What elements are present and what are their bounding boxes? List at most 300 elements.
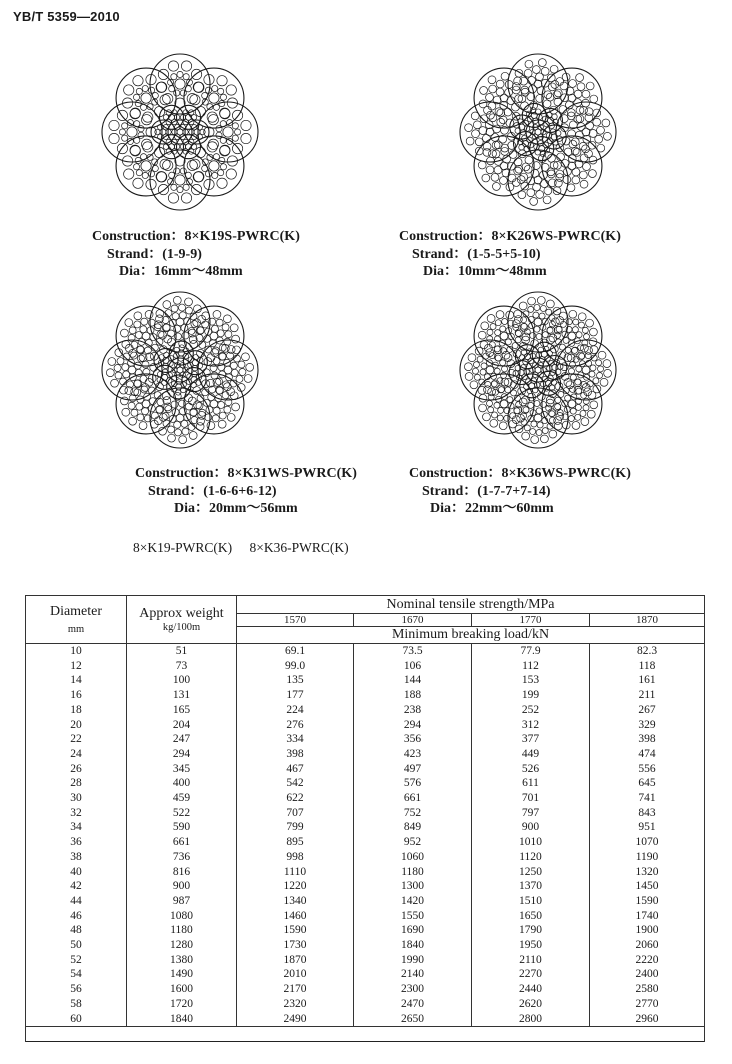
wire-circle: [151, 412, 158, 419]
rope-caption-k36ws: [409, 465, 631, 518]
wire-circle: [172, 313, 179, 320]
wire-circle: [123, 371, 130, 378]
wire-circle: [131, 409, 138, 416]
wire-circle: [488, 76, 496, 84]
wire-circle: [481, 322, 489, 330]
table-cell: 1950: [472, 938, 590, 953]
wire-circle: [220, 94, 226, 100]
wire-circle: [494, 346, 500, 352]
wire-circle: [538, 59, 546, 67]
wire-circle: [239, 369, 246, 376]
wire-circle: [216, 387, 223, 394]
table-row: [26, 938, 705, 953]
table-cell: 1900: [590, 923, 705, 938]
wire-circle: [536, 191, 544, 199]
wire-circle: [546, 300, 554, 308]
wire-circle: [512, 86, 520, 94]
table-cell: 58: [26, 997, 127, 1012]
wire-circle: [184, 306, 244, 366]
wire-circle: [556, 170, 564, 178]
wire-circle: [217, 178, 227, 188]
wire-circle: [223, 315, 231, 323]
wire-circle: [142, 172, 148, 178]
wire-circle: [474, 68, 534, 128]
table-cell: 1450: [590, 879, 705, 894]
grade-header-cell: 1670: [354, 614, 472, 627]
wire-circle: [583, 398, 589, 404]
wire-circle: [120, 386, 128, 394]
table-cell: 2490: [237, 1012, 354, 1027]
table-cell: 661: [127, 835, 237, 850]
table-cell: 1280: [127, 938, 237, 953]
wire-circle: [128, 402, 135, 409]
wire-circle: [572, 421, 580, 429]
wire-circle: [244, 375, 252, 383]
table-note: [133, 540, 363, 556]
table-cell: 736: [127, 850, 237, 865]
wire-circle: [514, 167, 522, 175]
table-cell: 895: [237, 835, 354, 850]
wire-circle: [589, 371, 595, 377]
wire-circle: [589, 328, 597, 336]
table-cell: 112: [472, 659, 590, 674]
table-row: [26, 673, 705, 688]
wire-circle: [531, 421, 537, 427]
table-cell: 2300: [354, 982, 472, 997]
wire-circle: [472, 368, 478, 374]
wire-circle: [544, 187, 552, 195]
construction-label: Construction：8×K31WS-PWRC(K): [135, 466, 357, 481]
wire-circle: [497, 118, 505, 126]
wire-circle: [472, 130, 480, 138]
wire-circle: [190, 409, 197, 416]
wire-circle: [576, 388, 582, 394]
table-cell: 224: [237, 703, 354, 718]
wire-circle: [489, 150, 497, 158]
wire-circle: [175, 175, 185, 185]
wire-circle: [519, 145, 524, 150]
table-cell: 799: [237, 820, 354, 835]
wire-circle: [134, 312, 142, 320]
wire-circle: [122, 364, 129, 371]
wire-circle: [508, 320, 514, 326]
table-cell: 2170: [237, 982, 354, 997]
wire-circle: [116, 374, 176, 434]
table-cell: 1550: [354, 909, 472, 924]
wire-circle: [174, 168, 180, 174]
wire-circle: [580, 180, 588, 188]
wire-circle: [582, 327, 588, 333]
wire-circle: [150, 150, 210, 210]
table-cell: 1460: [237, 909, 354, 924]
wire-circle: [566, 319, 572, 325]
table-cell: 82.3: [590, 644, 705, 659]
wire-circle: [564, 379, 572, 387]
table-cell: 40: [26, 865, 127, 880]
wire-circle: [183, 184, 189, 190]
strand-label: Strand：(1-7-7+7-14): [422, 483, 551, 499]
wire-circle: [583, 405, 589, 411]
wire-circle: [494, 166, 502, 174]
wire-circle: [202, 93, 208, 99]
wire-circle: [500, 177, 508, 185]
wire-circle: [179, 436, 187, 444]
wire-circle: [483, 413, 491, 421]
standard-number: YB/T 5359—2010: [13, 9, 120, 24]
wire-circle: [600, 378, 608, 386]
table-cell: 276: [237, 718, 354, 733]
table-row: [26, 703, 705, 718]
wire-circle: [497, 415, 503, 421]
wire-circle: [582, 99, 590, 107]
wire-circle: [563, 176, 571, 184]
wire-circle: [563, 337, 569, 343]
wire-circle: [487, 329, 493, 335]
table-row: [26, 967, 705, 982]
wire-circle: [184, 374, 244, 434]
table-cell: 32: [26, 806, 127, 821]
wire-circle: [141, 384, 149, 392]
table-cell: 1990: [354, 953, 472, 968]
table-cell: 334: [237, 732, 354, 747]
table-cell: 1120: [472, 850, 590, 865]
wire-circle: [540, 305, 546, 311]
table-cell: 118: [590, 659, 705, 674]
table-row: [26, 1012, 705, 1027]
wire-circle: [496, 80, 504, 88]
wire-circle: [142, 85, 148, 91]
wire-circle: [220, 164, 226, 170]
table-cell: 576: [354, 776, 472, 791]
construction-label: Construction：8×K19S-PWRC(K): [92, 229, 300, 244]
wire-circle: [174, 90, 180, 96]
wire-circle: [184, 136, 244, 196]
wire-circle: [212, 85, 218, 91]
table-cell: 10: [26, 644, 127, 659]
wire-circle: [568, 368, 574, 374]
wire-circle: [528, 297, 536, 305]
wire-circle: [596, 360, 602, 366]
wire-circle: [157, 172, 167, 182]
wire-circle: [492, 150, 500, 158]
wire-circle: [478, 386, 486, 394]
wire-circle: [470, 381, 478, 389]
wire-circle: [133, 76, 143, 86]
table-cell: 900: [127, 879, 237, 894]
wire-circle: [197, 327, 204, 334]
wire-circle: [213, 310, 221, 318]
wire-circle: [162, 392, 170, 400]
wire-circle: [547, 336, 555, 344]
wire-circle: [141, 318, 148, 325]
wire-circle: [489, 85, 497, 93]
wire-circle: [496, 88, 504, 96]
wire-circle: [142, 361, 149, 368]
wire-circle: [122, 408, 130, 416]
table-cell: 54: [26, 967, 127, 982]
rope-section-k36ws: [458, 290, 618, 450]
strength-header: Nominal tensile strength/MPa: [237, 596, 705, 614]
wire-circle: [602, 119, 610, 127]
wire-circle: [524, 69, 532, 77]
wire-circle: [230, 324, 238, 332]
wire-circle: [125, 319, 133, 327]
wire-circle: [560, 82, 568, 90]
wire-circle: [185, 403, 192, 410]
table-cell: 26: [26, 762, 127, 777]
wire-circle: [556, 326, 562, 332]
wire-circle: [109, 120, 119, 130]
table-cell: 1080: [127, 909, 237, 924]
rope-section-k26ws: [458, 52, 618, 212]
table-cell: 1340: [237, 894, 354, 909]
dia-label: Dia：22mm～60mm: [430, 501, 554, 516]
table-row: [26, 879, 705, 894]
wire-circle: [127, 127, 137, 137]
wire-circle: [179, 304, 186, 311]
wire-circle: [603, 360, 611, 368]
wire-circle: [134, 380, 141, 387]
wire-circle: [475, 138, 483, 146]
table-cell: 1840: [127, 1012, 237, 1027]
wire-circle: [499, 422, 507, 430]
wire-circle: [231, 369, 238, 376]
wire-circle: [168, 426, 175, 433]
table-cell: 843: [590, 806, 705, 821]
table-row: [26, 806, 705, 821]
wire-circle: [597, 126, 605, 134]
table-cell: 701: [472, 791, 590, 806]
wire-circle: [194, 172, 204, 182]
wire-circle: [114, 364, 121, 371]
note-left: 8×K19-PWRC(K): [133, 540, 233, 555]
table-cell: 1420: [354, 894, 472, 909]
wire-circle: [554, 98, 562, 106]
wire-circle: [537, 296, 545, 304]
wire-circle: [532, 66, 540, 74]
wire-circle: [108, 358, 116, 366]
table-row: [26, 762, 705, 777]
wire-circle: [504, 354, 512, 362]
table-cell: 400: [127, 776, 237, 791]
table-row: [26, 982, 705, 997]
table-cell: 294: [354, 718, 472, 733]
table-cell: 2400: [590, 967, 705, 982]
wire-circle: [191, 184, 201, 194]
wire-circle: [488, 102, 496, 110]
table-cell: 99.0: [237, 659, 354, 674]
table-cell: 611: [472, 776, 590, 791]
weight-label: Approx weight: [139, 606, 224, 621]
wire-circle: [133, 164, 139, 170]
table-cell: 1370: [472, 879, 590, 894]
table-row: [26, 688, 705, 703]
wire-circle: [122, 123, 128, 129]
table-cell: 1060: [354, 850, 472, 865]
wire-circle: [136, 403, 143, 410]
wire-circle: [174, 421, 181, 428]
wire-circle: [522, 396, 530, 404]
wire-circle: [578, 322, 584, 328]
rope-section-k31ws: [100, 290, 260, 450]
wire-circle: [465, 124, 473, 132]
table-cell: 294: [127, 747, 237, 762]
wire-circle: [525, 60, 533, 68]
wire-circle: [182, 332, 189, 339]
wire-circle: [122, 135, 128, 141]
wire-circle: [480, 369, 486, 375]
wire-circle: [598, 366, 604, 372]
table-row: [26, 953, 705, 968]
wire-circle: [500, 326, 506, 332]
table-cell: 556: [590, 762, 705, 777]
note-right: 8×K36-PWRC(K): [249, 540, 349, 555]
table-cell: 2650: [354, 1012, 472, 1027]
table-cell: 661: [354, 791, 472, 806]
wire-circle: [603, 132, 611, 140]
wire-circle: [478, 331, 486, 339]
table-cell: 645: [590, 776, 705, 791]
grade-header-cell: 1570: [237, 614, 354, 627]
wire-circle: [502, 366, 508, 372]
table-row: [26, 659, 705, 674]
dia-label: Dia：16mm～48mm: [119, 264, 243, 279]
table-cell: 77.9: [472, 644, 590, 659]
wire-circle: [522, 163, 530, 171]
wire-circle: [580, 106, 588, 114]
wire-circle: [218, 401, 225, 408]
wire-circle: [530, 429, 536, 435]
table-cell: 2580: [590, 982, 705, 997]
table-cell: 1740: [590, 909, 705, 924]
wire-circle: [499, 116, 507, 124]
wire-circle: [530, 333, 536, 339]
table-cell: 542: [237, 776, 354, 791]
table-cell: 1250: [472, 865, 590, 880]
wire-circle: [507, 397, 513, 403]
table-cell: 1690: [354, 923, 472, 938]
wire-circle: [486, 166, 494, 174]
rope-section-k19s: [100, 52, 260, 212]
wire-circle: [181, 193, 191, 203]
table-row: [26, 865, 705, 880]
table-cell: 100: [127, 673, 237, 688]
table-cell: 1190: [590, 850, 705, 865]
wire-circle: [174, 429, 181, 436]
wire-circle: [569, 140, 577, 148]
wire-circle: [140, 326, 147, 333]
wire-circle: [238, 361, 245, 368]
wire-circle: [138, 126, 144, 132]
wire-circle: [141, 93, 151, 103]
table-cell: 998: [237, 850, 354, 865]
table-cell: 1600: [127, 982, 237, 997]
wire-circle: [537, 422, 543, 428]
wire-circle: [134, 321, 141, 328]
wire-circle: [129, 327, 136, 334]
table-cell: 2320: [237, 997, 354, 1012]
wire-circle: [168, 434, 176, 442]
wire-circle: [157, 82, 167, 92]
wire-circle: [536, 430, 542, 436]
wire-circle: [225, 331, 232, 338]
wire-circle: [193, 82, 203, 92]
wire-circle: [544, 91, 552, 99]
wire-circle: [135, 332, 142, 339]
table-cell: 1070: [590, 835, 705, 850]
wire-circle: [598, 351, 606, 359]
table-row: [26, 997, 705, 1012]
table-cell: 467: [237, 762, 354, 777]
table-row: [26, 850, 705, 865]
wire-circle: [190, 340, 198, 348]
wire-circle: [586, 319, 594, 327]
wire-circle: [543, 196, 551, 204]
table-cell: 73: [127, 659, 237, 674]
wire-circle: [487, 315, 495, 323]
table-row: [26, 791, 705, 806]
wire-circle: [577, 83, 585, 91]
wire-circle: [590, 365, 596, 371]
wire-circle: [198, 340, 258, 400]
wire-circle: [136, 170, 142, 176]
wire-circle: [133, 178, 143, 188]
wire-circle: [173, 296, 181, 304]
table-cell: 1110: [237, 865, 354, 880]
wire-circle: [590, 95, 598, 103]
table-cell: 987: [127, 894, 237, 909]
wire-circle: [141, 104, 147, 110]
wire-circle: [569, 80, 577, 88]
table-cell: 51: [127, 644, 237, 659]
wire-circle: [574, 90, 582, 98]
wire-circle: [177, 186, 183, 192]
table-cell: 16: [26, 688, 127, 703]
dia-label: Dia：10mm～48mm: [423, 264, 547, 279]
wire-circle: [581, 418, 589, 426]
wire-circle: [486, 366, 494, 374]
wire-circle: [216, 132, 222, 138]
wire-circle: [504, 415, 510, 421]
table-cell: 1590: [590, 894, 705, 909]
table-cell: 1300: [354, 879, 472, 894]
table-cell: 1180: [127, 923, 237, 938]
wire-circle: [156, 406, 163, 413]
table-cell: 1320: [590, 865, 705, 880]
wire-circle: [568, 415, 574, 421]
table-row: [26, 644, 705, 659]
table-row: [26, 747, 705, 762]
wire-circle: [130, 109, 140, 119]
wire-circle: [548, 83, 556, 91]
wire-circle: [492, 182, 500, 190]
wire-circle: [483, 142, 491, 150]
wire-circle: [568, 332, 576, 340]
table-row: [26, 909, 705, 924]
table-cell: 199: [472, 688, 590, 703]
wire-circle: [136, 88, 142, 94]
wire-circle: [242, 353, 250, 361]
table-cell: 56: [26, 982, 127, 997]
wire-circle: [575, 404, 581, 410]
wire-circle: [491, 173, 499, 181]
wire-circle: [224, 406, 231, 413]
wire-circle: [576, 332, 582, 338]
wire-circle: [540, 401, 546, 407]
wire-circle: [220, 108, 230, 118]
wire-circle: [129, 417, 137, 425]
table-row: [26, 820, 705, 835]
